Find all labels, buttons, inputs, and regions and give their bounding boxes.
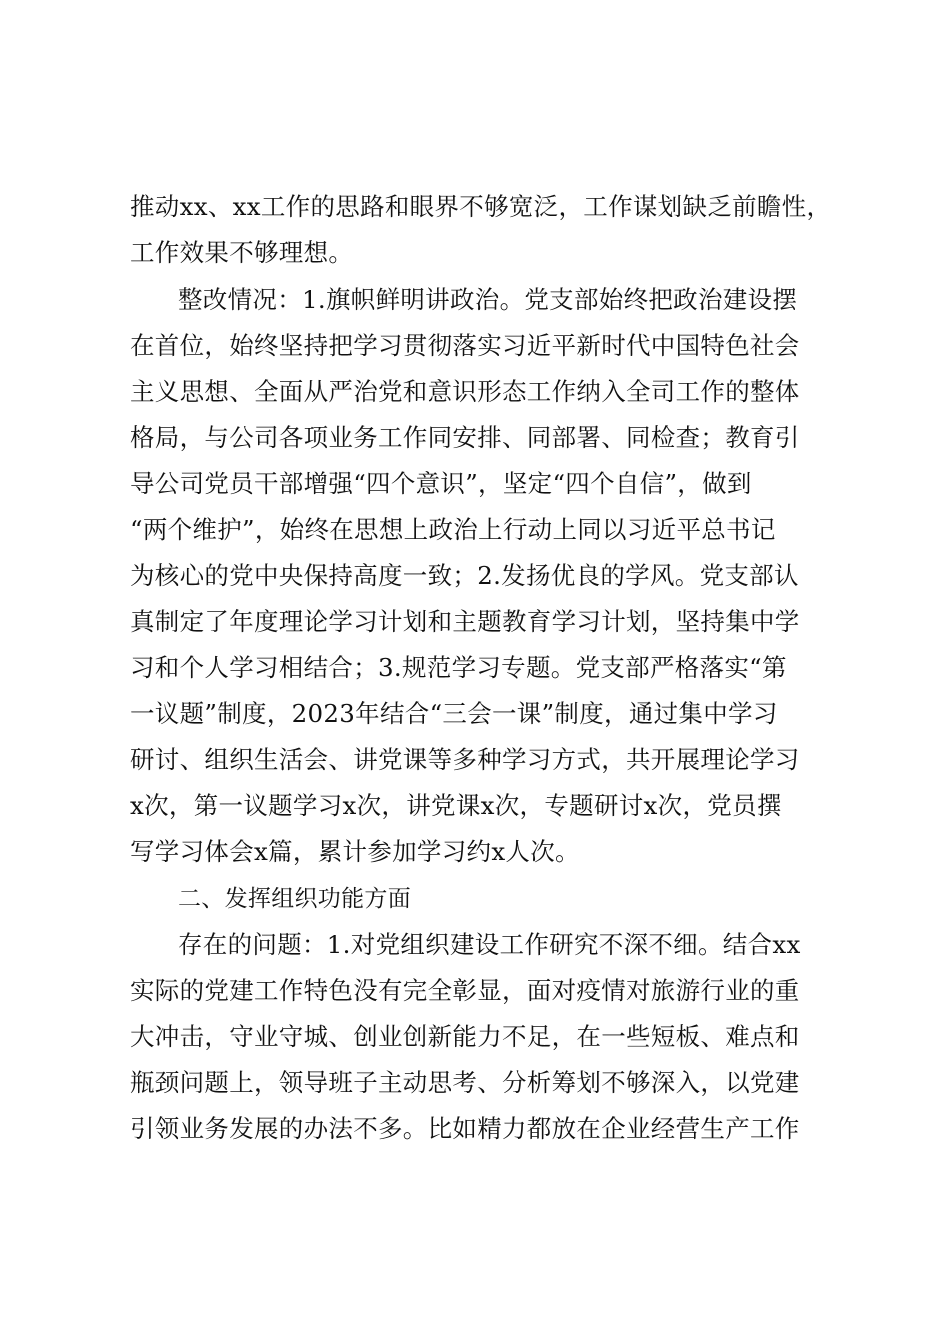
paragraph-line: 整改情况：1.旗帜鲜明讲政治。党支部始终把政治建设摆 [178,285,798,314]
paragraph-line: “两个维护”，始终在思想上政治上行动上同以习近平总书记 [130,515,776,544]
paragraph-line: 瓶颈问题上，领导班子主动思考、分析筹划不够深入，以党建 [130,1068,800,1097]
paragraph-line: 引领业务发展的办法不多。比如精力都放在企业经营生产工作 [130,1114,800,1143]
paragraph-line: 习和个人学习相结合；3.规范学习专题。党支部严格落实“第 [130,653,787,682]
paragraph-line: 导公司党员干部增强“四个意识”，坚定“四个自信”，做到 [130,469,752,498]
paragraph-line: 推动xx、xx工作的思路和眼界不够宽泛，工作谋划缺乏前瞻性， [130,192,832,221]
paragraph-line: 为核心的党中央保持高度一致；2.发扬优良的学风。党支部认 [130,561,799,590]
paragraph-line: 在首位，始终坚持把学习贯彻落实习近平新时代中国特色社会 [130,331,800,360]
paragraph-line: 实际的党建工作特色没有完全彰显，面对疫情对旅游行业的重 [130,976,800,1005]
paragraph-line: 大冲击，守业守城、创业创新能力不足，在一些短板、难点和 [130,1022,800,1051]
paragraph-line: 一议题”制度，2023年结合“三会一课”制度，通过集中学习 [130,699,778,728]
paragraph-line: 研讨、组织生活会、讲党课等多种学习方式，共开展理论学习 [130,745,800,774]
section-heading: 二、发挥组织功能方面 [178,886,411,912]
paragraph-line: 写学习体会x篇，累计参加学习约x人次。 [130,837,580,866]
paragraph-line: x次，第一议题学习x次，讲党课x次，专题研讨x次，党员撰 [130,791,782,820]
paragraph-line: 格局，与公司各项业务工作同安排、同部署、同检查；教育引 [130,423,800,452]
paragraph-line: 存在的问题：1.对党组织建设工作研究不深不细。结合xx [178,930,801,959]
paragraph-line: 工作效果不够理想。 [130,238,354,267]
paragraph-line: 真制定了年度理论学习计划和主题教育学习计划，坚持集中学 [130,607,800,636]
paragraph-line: 主义思想、全面从严治党和意识形态工作纳入全司工作的整体 [130,377,800,406]
